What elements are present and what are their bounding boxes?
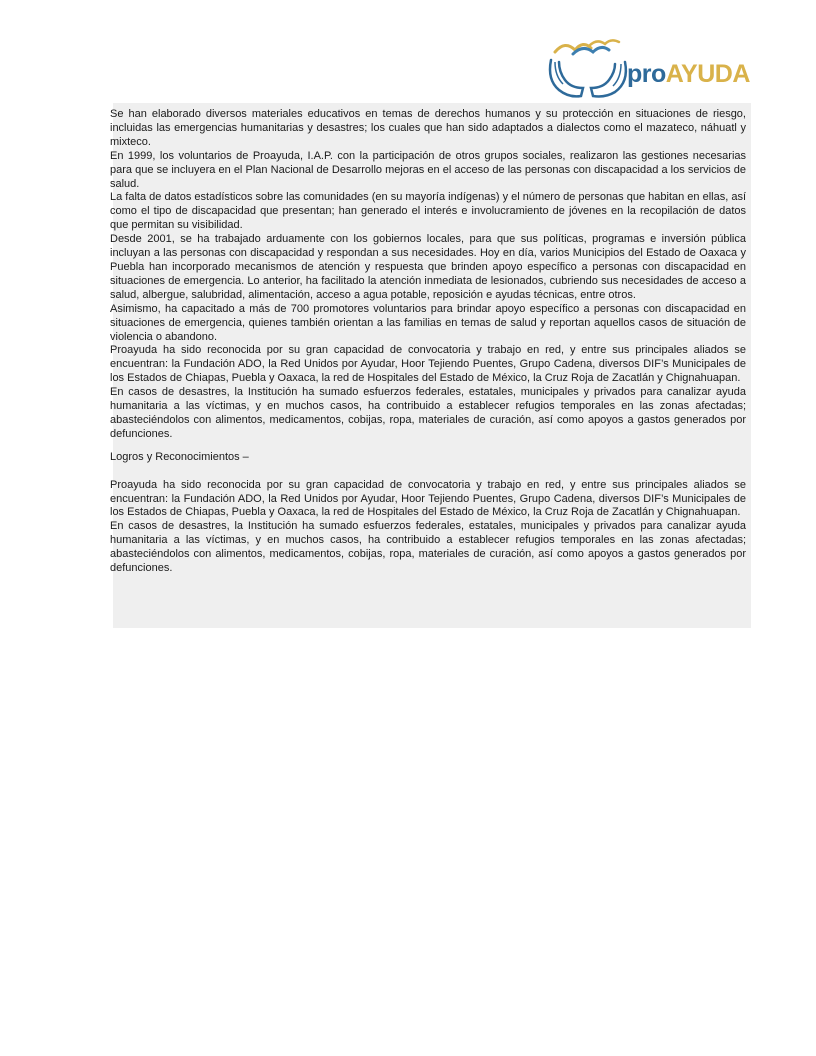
paragraph-2001: Desde 2001, se ha trabajado arduamente con los gobiernos locales, para que sus políticas, programas e inversión pública incluyan a las personas con discapacidad y respondan a sus necesidades. Hoy en día, varios Municipios del Estado de Oaxaca y Puebla han incorporado mecanismos de atención y respuesta que brinden apoyo específico a personas con discapacidad en situaciones de emergencia. Lo anterior, ha facilitado la atención inmediata de lesionados, cubriendo sus necesidades de acceso a salud, albergue, salubridad, alimentación, acceso a agua potable, reposición e ayudas técnicas, entre otros. — [110, 233, 746, 301]
paragraph-desastres: En casos de desastres, la Institución ha sumado esfuerzos federales, estatales, municipales y privados para canalizar ayuda humanitaria a las víctimas, y en muchos casos, ha contribuido a establecer refugios temporales en las zonas afectadas; abasteciéndolos con alimentos, medicamentos, cobijas, ropa, materiales de curación, así como apoyos a gastos generados por defunciones. — [110, 386, 746, 440]
logo-pro: pro — [627, 60, 666, 88]
proayuda-logo — [545, 36, 770, 100]
section-title: Logros y Reconocimientos – — [110, 450, 249, 463]
paragraph-materiales: Se han elaborado diversos materiales educativos en temas de derechos humanos y su protección en situaciones de riesgo, incluidas las emergencias humanitarias y desastres; los cuales que han sido adaptados a dialectos como el mazateco, náhuatl y mixteco. — [110, 108, 746, 148]
paragraph-promotores: Asimismo, ha capacitado a más de 700 promotores voluntarios para brindar apoyo específico a personas con discapacidad en situaciones de emergencia, quienes también orientan a las familias en temas de salud y reportan aquellos casos de situación de violencia o abandono. — [110, 302, 746, 343]
logo-ayuda: AYUDA — [665, 60, 750, 88]
paragraph-1999: En 1999, los voluntarios de Proayuda, I.A.P. con la participación de otros grupos sociales, realizaron las gestiones necesarias para que se incluyera en el Plan Nacional de Desarrollo mejoras en el acceso de las personas con discapacidad a los servicios de salud. — [110, 149, 746, 190]
paragraph-aliados: Proayuda ha sido reconocida por su gran capacidad de convocatoria y trabajo en red, y entre sus principales aliados se encuentran: la Fundación ADO, la Red Unidos por Ayudar, Hoor Tejiendo Puentes, Grupo Cadena, diversos DIF’s Municipales de los Estados de Chiapas, Puebla y Oaxaca, la red de Hospitales del Estado de México, la Cruz Roja de Zacatlán y Chignahuapan. — [110, 344, 746, 385]
paragraph-desastres-2: En casos de desastres, la Institución ha sumado esfuerzos federales, estatales, municipales y privados para canalizar ayuda humanitaria a las víctimas, y en muchos casos, ha contribuido a establecer refugios temporales en las zonas afectadas; abasteciéndolos con alimentos, medicamentos, cobijas, ropa, materiales de curación, así como apoyos a gastos generados por defunciones. — [110, 520, 746, 575]
logo-wordmark — [627, 60, 750, 89]
content-panel — [110, 103, 751, 628]
paragraph-datos: La falta de datos estadísticos sobre las comunidades (en su mayoría indígenas) y el número de personas que habitan en ellas, así como el tipo de discapacidad que presentan; han generado el interés e involucramiento de jóvenes en la recopilación de datos que permitan su visibilidad. — [110, 191, 746, 232]
paragraph-aliados-2: Proayuda ha sido reconocida por su gran capacidad de convocatoria y trabajo en red, y entre sus principales aliados se encuentran: la Fundación ADO, la Red Unidos por Ayudar, Hoor Tejiendo Puentes, Grupo Cadena, diversos DIF’s Municipales de los Estados de Chiapas, Puebla y Oaxaca, la red de Hospitales del Estado de México, la Cruz Roja de Zacatlán y Chignahuapan. — [110, 478, 746, 519]
content-text — [110, 108, 746, 576]
hands-birds-icon — [545, 36, 627, 100]
